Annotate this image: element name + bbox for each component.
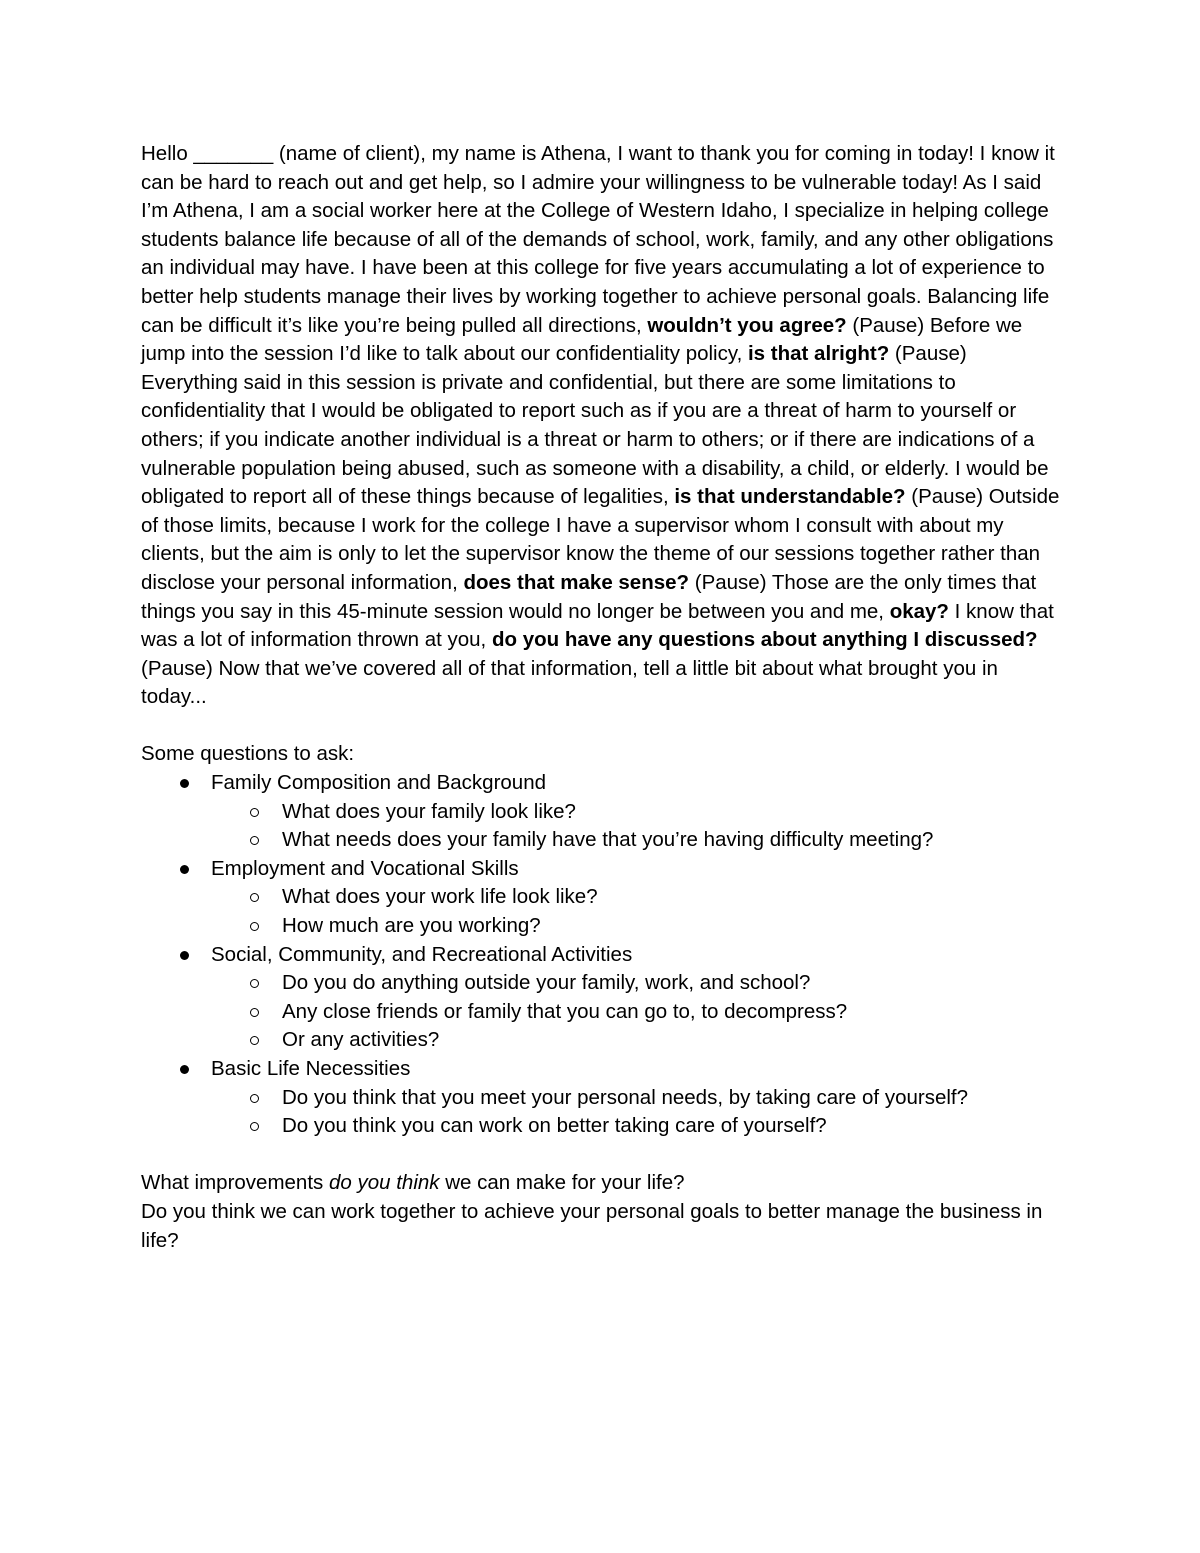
intro-paragraph (141, 140, 1061, 712)
subquestion-item (141, 1026, 1061, 1055)
bullet-icon (180, 779, 189, 788)
subquestion-list (211, 969, 1061, 1055)
blank-line (141, 712, 1061, 741)
bullet-icon (180, 1065, 189, 1074)
topic-label: Employment and Vocational Skills (211, 856, 519, 880)
subquestion-item (141, 998, 1061, 1027)
intro-bold-6: do you have any questions about anything I discussed? (491, 628, 1038, 652)
intro-text-6: I know that was a lot of information thrown at you, (141, 599, 1054, 652)
intro-bold-3: is that understandable? (674, 485, 906, 509)
closing-question-2: Do you think we can work together to achieve your personal goals to better manage the business in life? (141, 1199, 1043, 1252)
subquestion-item (141, 826, 1061, 855)
bullet-icon (180, 865, 189, 874)
intro-text-4: (Pause) Outside of those limits, because I work for the college I have a supervisor whom I consult with about my clients, but the aim is only to let the supervisor know the theme of our sessions together rather than disclose your personal information, (141, 485, 1060, 594)
topic-label: Basic Life Necessities (211, 1057, 411, 1080)
hollow-bullet-icon (250, 1122, 259, 1131)
intro-text-5: (Pause) Those are the only times that things you say in this 45-minute session would no longer be between you and me, (141, 570, 1037, 623)
hollow-bullet-icon (250, 979, 259, 988)
hollow-bullet-icon (250, 1008, 259, 1017)
subquestion-item (141, 883, 1061, 912)
topic-necessities (141, 1055, 1061, 1141)
closing-text: we can make for your life? (439, 1171, 685, 1195)
intro-bold-2: is that alright? (747, 342, 890, 366)
subquestion-text: What does your work life look like? (282, 885, 598, 909)
hollow-bullet-icon (250, 893, 259, 902)
hollow-bullet-icon (250, 836, 259, 845)
intro-bold-4: does that make sense? (463, 570, 690, 594)
intro-text-7: (Pause) Now that we’ve covered all of that information, tell a little bit about what brought you in today... (141, 656, 998, 709)
subquestion-item (141, 912, 1061, 941)
subquestion-text: Any close friends or family that you can go to, to decompress? (282, 999, 848, 1023)
subquestion-text: Do you think you can work on better taking care of yourself? (282, 1114, 827, 1138)
topic-employment (141, 855, 1061, 941)
question-topic-list (141, 769, 1061, 1141)
closing-question-1 (141, 1169, 1061, 1198)
hollow-bullet-icon (250, 922, 259, 931)
topic-family (141, 769, 1061, 855)
subquestion-list (211, 883, 1061, 940)
subquestion-text: Or any activities? (282, 1028, 440, 1052)
hollow-bullet-icon (250, 1094, 259, 1103)
subquestion-list (211, 798, 1061, 855)
subquestion-text: Do you do anything outside your family, work, and school? (282, 971, 811, 995)
hollow-bullet-icon (250, 1036, 259, 1045)
blank-line (141, 1141, 1061, 1170)
subquestion-text: How much are you working? (282, 914, 541, 938)
questions-heading: Some questions to ask: (141, 742, 355, 766)
topic-label: Social, Community, and Recreational Activities (211, 942, 633, 966)
subquestion-item (141, 1112, 1061, 1141)
intro-text-3: (Pause) Everything said in this session is private and confidential, but there are some limitations to confidentiality that I would be obligated to report such as if you are a threat of harm to yourself or others; if you indicate another individual is a threat or harm to others; or if there are indications of a vulnerable population being abused, such as someone with a disability, a child, or elderly. I would be obligated to report all of these things because of legalities, (141, 342, 1049, 509)
closing-italic: do you think (328, 1171, 440, 1195)
closing-text: What improvements (141, 1171, 329, 1195)
intro-text-1: Hello _______ (name of client), my name is Athena, I want to thank you for coming in today! I know it can be hard to reach out and get help, so I admire your willingness to be vulnerable today! As I said I’m Athena, I am a social worker here at the College of Western Idaho, I specialize in helping college students balance life because of all of the demands of school, work, family, and any other obligations an individual may have. I have been at this college for five years accumulating a lot of experience to better help students manage their lives by working together to achieve personal goals. Balancing life can be difficult it’s like you’re being pulled all directions, (141, 142, 1055, 337)
intro-bold-5: okay? (889, 599, 949, 623)
intro-bold-1: wouldn’t you agree? (647, 313, 847, 337)
subquestion-text: What needs does your family have that you’re having difficulty meeting? (282, 828, 934, 852)
bullet-icon (180, 951, 189, 960)
subquestion-text: Do you think that you meet your personal needs, by taking care of yourself? (282, 1085, 968, 1109)
topic-label: Family Composition and Background (211, 771, 546, 795)
document-page (141, 140, 1061, 1255)
subquestion-item (141, 1084, 1061, 1113)
hollow-bullet-icon (250, 808, 259, 817)
subquestion-item (141, 969, 1061, 998)
subquestion-list (211, 1084, 1061, 1141)
subquestion-text: What does your family look like? (282, 799, 576, 823)
intro-text-2: (Pause) Before we jump into the session I’d like to talk about our confidentiality policy, (141, 313, 1023, 366)
subquestion-item (141, 798, 1061, 827)
topic-social (141, 941, 1061, 1055)
